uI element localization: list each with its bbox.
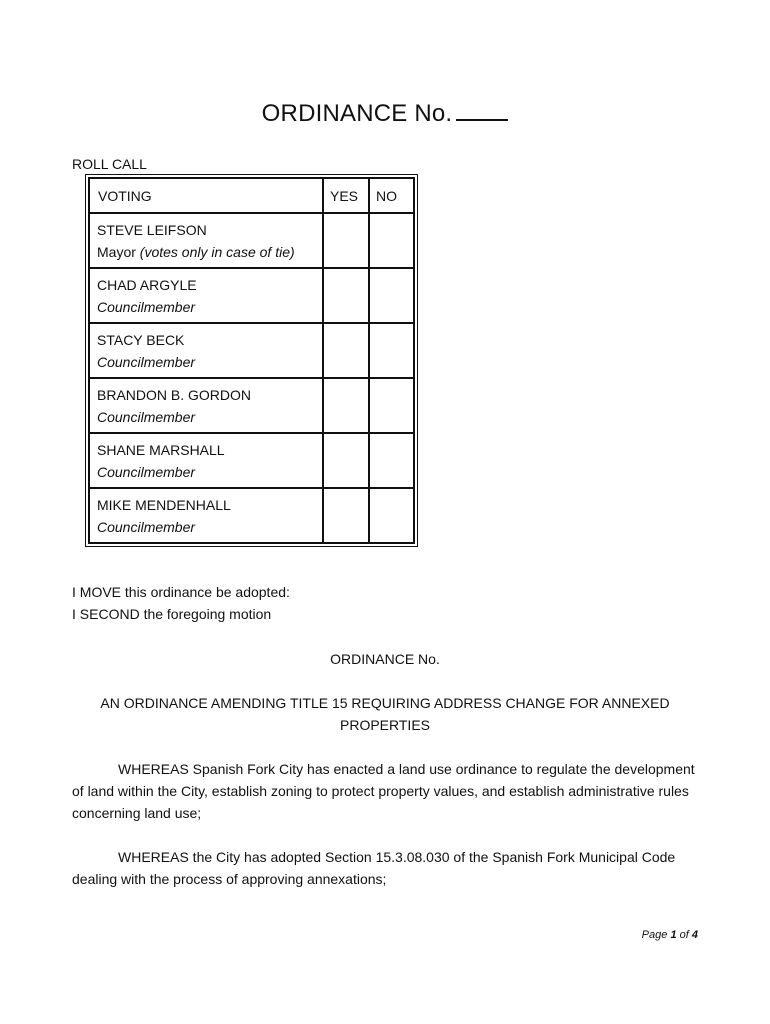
member-cell — [89, 433, 323, 488]
no-vote-box[interactable] — [369, 433, 414, 488]
roll-call-label: ROLL CALL — [72, 156, 147, 172]
voting-table — [88, 177, 415, 544]
page-number: Page 1 of 4 — [641, 929, 698, 941]
motion-move: I MOVE this ordinance be adopted: — [72, 584, 290, 600]
member-role: Mayor (votes only in case of tie) — [97, 243, 295, 260]
ordinance-title: AN ORDINANCE AMENDING TITLE 15 REQUIRING ADDRESS CHANGE FOR ANNEXED PROPERTIES — [100, 695, 670, 733]
member-role: Councilmember — [97, 463, 196, 480]
member-role: Councilmember — [97, 353, 196, 370]
no-vote-box[interactable] — [369, 378, 414, 433]
yes-vote-box[interactable] — [323, 268, 369, 323]
column-header-voting: VOTING — [89, 178, 323, 213]
yes-vote-box[interactable] — [323, 488, 369, 543]
page-title: ORDINANCE No. — [0, 99, 770, 128]
voting-table-header — [89, 178, 414, 213]
ordinance-number-heading: ORDINANCE No. — [330, 651, 440, 667]
member-cell — [89, 213, 323, 268]
yes-vote-box[interactable] — [323, 213, 369, 268]
yes-vote-box[interactable] — [323, 378, 369, 433]
table-row — [89, 488, 414, 543]
member-name: SHANE MARSHALL — [97, 441, 225, 458]
no-vote-box[interactable] — [369, 488, 414, 543]
column-header-no: NO — [369, 178, 414, 213]
motion-second: I SECOND the foregoing motion — [72, 606, 272, 622]
no-vote-box[interactable] — [369, 268, 414, 323]
ordinance-number-blank — [456, 99, 508, 121]
member-cell — [89, 268, 323, 323]
yes-vote-box[interactable] — [323, 323, 369, 378]
table-row — [89, 213, 414, 268]
member-note: (votes only in case of tie) — [139, 243, 295, 260]
member-cell — [89, 323, 323, 378]
column-header-yes: YES — [323, 178, 369, 213]
member-role: Councilmember — [97, 408, 196, 425]
whereas-paragraph: WHEREAS Spanish Fork City has enacted a land use ordinance to regulate the development of land within the City, establish zoning to protect property values, and establish administrative rules concerning land use; — [72, 761, 695, 821]
no-vote-box[interactable] — [369, 213, 414, 268]
member-role: Councilmember — [97, 518, 196, 535]
member-name: STEVE LEIFSON — [97, 221, 207, 238]
table-row — [89, 378, 414, 433]
yes-vote-box[interactable] — [323, 433, 369, 488]
member-name: CHAD ARGYLE — [97, 276, 197, 293]
member-name: BRANDON B. GORDON — [97, 386, 252, 403]
whereas-paragraph: WHEREAS the City has adopted Section 15.3.08.030 of the Spanish Fork Municipal Code dealing with the process of approving annexations; — [72, 849, 676, 887]
member-name: MIKE MENDENHALL — [97, 496, 231, 513]
member-role: Councilmember — [97, 298, 196, 315]
table-row — [89, 268, 414, 323]
table-row — [89, 433, 414, 488]
member-cell — [89, 488, 323, 543]
member-name: STACY BECK — [97, 331, 185, 348]
no-vote-box[interactable] — [369, 323, 414, 378]
member-cell — [89, 378, 323, 433]
voting-table-frame — [85, 174, 418, 547]
table-row — [89, 323, 414, 378]
